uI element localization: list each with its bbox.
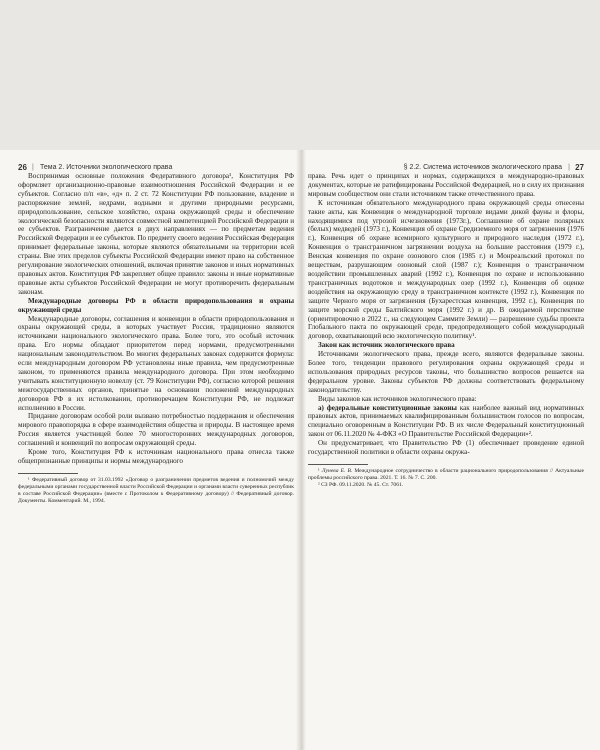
list-item-label: а) федеральные конституционные законы — [318, 403, 457, 412]
header-separator: | — [32, 164, 34, 171]
paragraph: Кроме того, Конституция РФ к источникам национального права отнесла также общепризнанные принципы и нормы международного — [18, 448, 294, 465]
left-page — [18, 150, 294, 750]
header-separator: | — [568, 164, 570, 171]
right-page — [308, 150, 584, 750]
footnote-author: Лунева Е. В. — [321, 468, 353, 474]
list-item-text: как наиболее важный вид нормативных правовых актов, принимаемых квалифицированным большинством голосов по вопросам, специально оговоренным в Конституции РФ. В их числе Федеральный конституционный закон от 06.11.2020 № 4-ФКЗ «О Правительстве Российской Федерации»². — [308, 403, 585, 439]
paragraph: Виды законов как источников экологического права: — [318, 394, 477, 403]
paragraph: Международные договоры, соглашения и конвенции в области природопользования и охраны окружающей среды, в которых участвует Россия, традиционно являются источниками национального экологического права. Более того, это особый источник права. Его нормы обладают приоритетом перед нормами, предусмотренными национальным законодательством. Во многих федеральных законах содержится формула: если международным договором РФ установлены иные правила, чем предусмотренные законом, то применяются правила международного договора. При этом необходимо учитывать конституционную новеллу (ст. 79 Конституции РФ), согласно которой решения межгосударственных органов, принятые на основании положений международных договоров РФ в их истолковании, противоречащем Конституции РФ, не подлежат исполнению в России. — [18, 314, 294, 412]
left-page-number: 26 — [18, 163, 27, 172]
paragraph: К источникам обязательного международного права окружающей среды отнесены такие акты, как Конвенция о международной торговле видами дикой фауны и флоры, находящимися под угрозой исчезновения (1973г.), Соглашение об охране полярных (белых) медведей (1973 г.), Конвенция об охране Средиземного моря от загрязнения (1976 г.), Конвенция об охране всемирного культурного и природного наследия (1972 г.), Конвенция о трансграничном загрязнении воздуха на большие расстояния (1979 г.), Венская конвенция по охране озонового слоя (1985 г.) и Монреальский протокол по веществам, разрушающим озоновый слой (1987 г.); Конвенция о трансграничном воздействии промышленных аварий (1992 г.), Конвенция по охране и использованию трансграничных водотоков и международных озер (1992 г.), Конвенция об оценке воздействия на окружающую среду в трансграничном контексте (1992 г.), Конвенция по защите Черного моря от загрязнения (Бухарестская конвенция, 1992 г.), Конвенция по защите морской среды Балтийского моря (1992 г.) и др. В ожидаемой перспективе (ориентировочно в 2022 г., на следующем Саммите Земли) — разрешение судьбы проекта Глобального пакта по окружающей среде, предопределяющего собой международный договор, охватывающий всю экологическую политику¹. — [308, 198, 584, 341]
book-spread — [0, 150, 600, 750]
left-running-header: Тема 2. Источники экологического права — [40, 164, 173, 171]
paragraph: Источниками экологического права, прежде всего, являются федеральные законы. Более того, тенденции правового регулирования охраны окружающей среды и использования природных ресурсов таковы, что большинство вопросов решается на федеральном уровне. Законы субъектов РФ должны соответствовать федеральному законодательству. — [308, 350, 584, 394]
footnote-text: Международное сотрудничество в области рационального природопользования // Актуальные проблемы российского права. 2021. Т. 16. № 7. С. 200. — [308, 468, 584, 481]
footnote — [308, 468, 584, 482]
footnote-mark: ¹ — [318, 468, 320, 474]
right-page-body — [308, 172, 584, 489]
footnote-separator — [308, 464, 368, 465]
footnote: ² СЗ РФ. 09.11.2020. № 45. Ст. 7061. — [318, 482, 404, 488]
right-page-number: 27 — [575, 163, 584, 172]
paragraph: права. Речь идет о принципах и нормах, содержащихся в международно-правовых документах, которые не ратифицированы Российской Федерацией, но в силу их признания мировым сообществом они стали источником также отечественного права. — [308, 172, 584, 198]
section-subheading: Закон как источник экологического права — [318, 341, 455, 350]
footnote-separator — [18, 473, 78, 474]
paragraph: Воспринимая основные положения Федеративного договора¹, Конституция РФ оформляет организационно-правовые взаимоотношения Российской Федерации и ее субъектов. Согласно п/п «в», «д» п. 2 ст. 72 Конституции РФ пользование, владение и распоряжение землей, недрами, водными и другими природными ресурсами, природопользование, сельское хозяйство, охрана окружающей среды и обеспечение экологической безопасности являются совместной компетенцией Российской Федерации и ее субъектов. Разграничение дается в двух направлениях — по предметам ведения Российской Федерации и ее субъектов. По предмету своего ведения Российская Федерация принимает федеральные законы, которые являются обязательными на территории всей страны. Вне этих пределов субъекты Российской Федерации имеют право на собственное регулирование экологических отношений, включая принятие законов и иных нормативных правовых актов. Конституция РФ закрепляет общее правило: законы и иные нормативные правовые акты субъектов Российской Федерации не могут противоречить федеральным законам. — [18, 172, 294, 296]
book-gutter — [296, 150, 306, 750]
left-page-body — [18, 172, 294, 505]
footnote: ¹ Федеративный договор от 31.03.1992 «Договор о разграничении предметов ведения и полномочий между федеральными органами государственной власти Российской Федерации и органами власти суверенных республик в составе Российской Федерации» (вместе с Протоколом к Федеративному договору) // Федеративный договор. Документы. Комментарий. М., 1994. — [18, 476, 294, 504]
list-item — [308, 404, 584, 440]
right-running-header: § 2.2. Система источников экологического права — [403, 164, 562, 171]
paragraph: Он предусматривает, что Правительство РФ (1) обеспечивает проведение единой государственной политики в области охраны окружа- — [308, 439, 584, 457]
section-subheading: Международные договоры РФ в области природопользования и охраны окружающей среды — [18, 296, 294, 314]
paragraph: Придание договорам особой роли вызвано потребностью поддержания и обеспечения мирового правопорядка в сфере взаимодействия общества и природы. В настоящее время Россия является участницей более 70 многосторонних международных договоров, соглашений и конвенций по вопросам окружающей среды. — [18, 412, 294, 448]
